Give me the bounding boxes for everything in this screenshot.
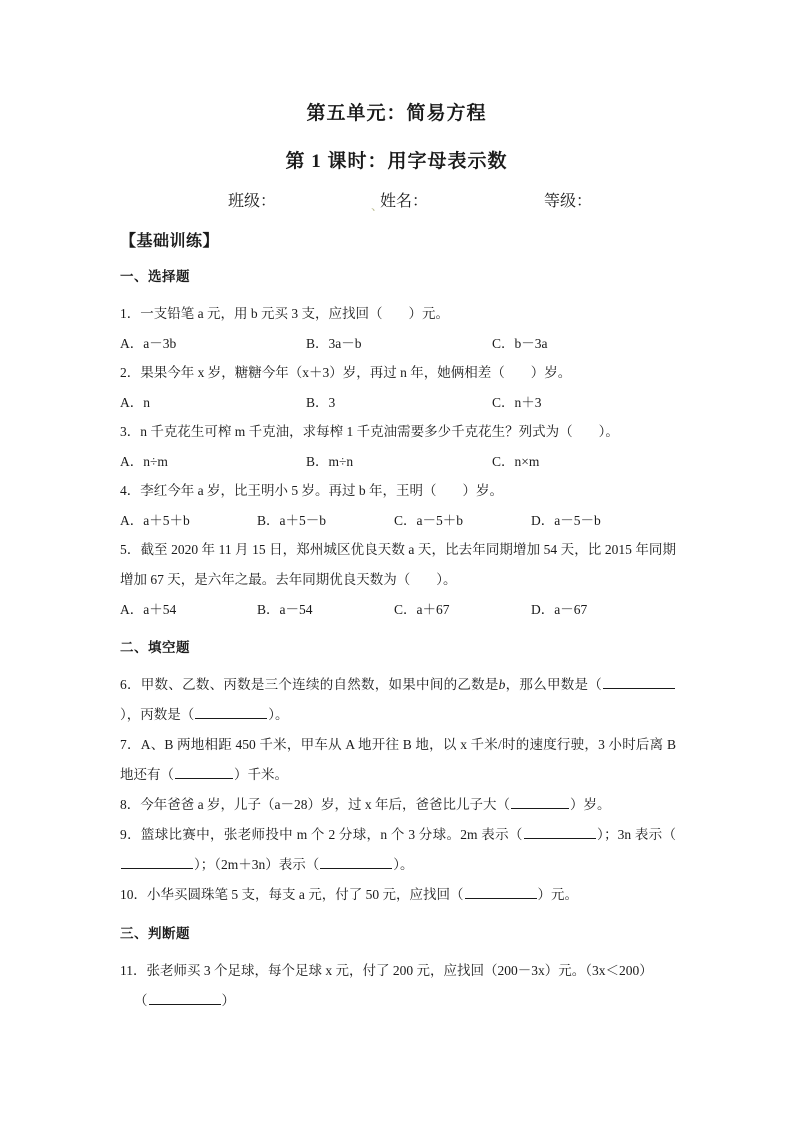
question-4-text-tail: ）岁。 <box>462 483 503 498</box>
question-2-number: 2． <box>120 365 141 380</box>
question-3-text-tail: ）。 <box>598 424 619 439</box>
question-10-number: 10． <box>120 887 147 902</box>
lesson-title: 第 1 课时：用字母表示数 <box>285 151 508 172</box>
question-11-blank-1[interactable] <box>149 990 221 1005</box>
question-4-number: 4． <box>120 483 141 498</box>
question-11 <box>120 956 676 1016</box>
question-8-blank-1[interactable] <box>511 794 569 809</box>
block-title: 【基础训练】 <box>120 233 220 250</box>
question-5-number: 5． <box>120 542 141 557</box>
question-1-text: 一支铅笔 a 元，用 b 元买 3 支，应找回（ <box>140 306 383 321</box>
question-8-number: 8． <box>120 797 141 812</box>
question-11-part2: （ <box>134 993 148 1008</box>
question-5-option-a[interactable]: A．a＋54 <box>120 602 177 617</box>
question-5-options <box>120 595 676 624</box>
question-1 <box>120 299 676 329</box>
question-6-part2: ，那么甲数是（ <box>505 677 603 692</box>
question-9 <box>120 820 676 880</box>
question-2 <box>120 358 676 388</box>
question-2-options <box>120 388 676 417</box>
section-heading-judgement: 三、判断题 <box>120 926 190 941</box>
question-8 <box>120 790 676 820</box>
question-9-part4: ）。 <box>393 857 414 872</box>
grade-field-label: 等级： <box>544 193 593 210</box>
question-1-option-a[interactable]: A．a－3b <box>120 336 177 351</box>
question-11-part3: ） <box>221 993 235 1008</box>
question-3-text: n 千克花生可榨 m 千克油，求每榨 1 千克油需要多少千克花生？列式为（ <box>140 424 573 439</box>
question-9-part1: 篮球比赛中，张老师投中 m 个 2 分球，n 个 3 分球。2m 表示（ <box>140 827 523 842</box>
section-heading-fill-blank: 二、填空题 <box>120 640 190 655</box>
question-7-part2: ）千米。 <box>234 767 288 782</box>
question-4-option-c[interactable]: C．a－5＋b <box>394 513 463 528</box>
question-6-part1: 甲数、乙数、丙数是三个连续的自然数，如果中间的乙数是 <box>140 677 499 692</box>
question-7-number: 7． <box>120 737 141 752</box>
question-3-option-b[interactable]: B．m÷n <box>306 454 354 469</box>
question-1-text-tail: ）元。 <box>408 306 449 321</box>
stray-mark: 、 <box>371 199 384 213</box>
question-9-part2: ）；3n 表示（ <box>596 827 676 842</box>
question-10-blank-1[interactable] <box>465 884 537 899</box>
worksheet-content <box>120 232 676 1016</box>
question-5-text: 截至 2020 年 11 月 15 日，郑州城区优良天数 a 天，比去年同期增加 54 天，比 2015 年同期增加 67 天，是六年之最。去年同期优良天数为（ <box>120 542 676 587</box>
question-7 <box>120 730 676 790</box>
question-2-option-b[interactable]: B．3 <box>306 395 336 410</box>
question-6-blank-1[interactable] <box>603 674 675 689</box>
question-1-option-c[interactable]: C．b－3a <box>492 336 548 351</box>
question-9-number: 9． <box>120 827 141 842</box>
question-5-option-b[interactable]: B．a－54 <box>257 602 313 617</box>
question-5-option-c[interactable]: C．a＋67 <box>394 602 450 617</box>
class-field-label: 班级： <box>228 193 277 210</box>
question-5 <box>120 535 676 595</box>
question-10-part2: ）元。 <box>537 887 578 902</box>
question-7-blank-1[interactable] <box>175 764 233 779</box>
question-10-part1: 小华买圆珠笔 5 支，每支 a 元，付了 50 元，应找回（ <box>147 887 464 902</box>
question-3-number: 3． <box>120 424 141 439</box>
question-5-text-tail: ）。 <box>436 572 457 587</box>
question-6 <box>120 670 676 730</box>
question-11-answer-line <box>120 986 676 1016</box>
question-9-part3: ）；（2m＋3n）表示（ <box>194 857 320 872</box>
question-9-blank-2[interactable] <box>121 854 193 869</box>
question-3-option-c[interactable]: C．n×m <box>492 454 540 469</box>
question-3-options <box>120 447 676 476</box>
question-4-option-b[interactable]: B．a＋5－b <box>257 513 326 528</box>
question-2-option-c[interactable]: C．n＋3 <box>492 395 542 410</box>
question-11-number: 11． <box>120 963 147 978</box>
question-2-text-tail: ）岁。 <box>530 365 572 380</box>
question-4 <box>120 476 676 506</box>
question-6-number: 6． <box>120 677 141 692</box>
question-8-part1: 今年爸爸 a 岁，儿子（a－28）岁，过 x 年后，爸爸比儿子大（ <box>140 797 510 812</box>
name-field-label: 姓名： <box>380 193 429 210</box>
question-9-blank-3[interactable] <box>320 854 392 869</box>
question-5-option-d[interactable]: D．a－67 <box>531 602 588 617</box>
question-9-blank-1[interactable] <box>524 824 596 839</box>
question-6-blank-2[interactable] <box>195 704 267 719</box>
student-info-row <box>228 188 673 212</box>
question-1-option-b[interactable]: B．3a－b <box>306 336 362 351</box>
question-1-number: 1． <box>120 306 141 321</box>
unit-title: 第五单元：简易方程 <box>306 103 487 124</box>
question-6-part4: ）。 <box>268 707 289 722</box>
question-4-option-a[interactable]: A．a＋5＋b <box>120 513 190 528</box>
section-heading-choice: 一、选择题 <box>120 269 190 284</box>
question-6-variable: b <box>498 677 506 692</box>
question-2-text: 果果今年 x 岁，糖糖今年（x＋3）岁，再过 n 年，她俩相差（ <box>140 365 505 380</box>
question-4-option-d[interactable]: D．a－5－b <box>531 513 601 528</box>
question-4-options <box>120 506 676 535</box>
question-10 <box>120 880 676 910</box>
question-11-part1: 张老师买 3 个足球，每个足球 x 元，付了 200 元，应找回（200－3x）元。（3x＜200） <box>146 963 653 978</box>
question-3 <box>120 417 676 447</box>
question-8-part2: ）岁。 <box>569 797 611 812</box>
question-1-options <box>120 329 676 358</box>
question-6-part3: ），丙数是（ <box>120 707 195 722</box>
question-7-part1: A、B 两地相距 450 千米，甲车从 A 地开往 B 地，以 x 千米/时的速度行驶，3 小时后离 B 地还有（ <box>120 737 676 782</box>
question-4-text: 李红今年 a 岁，比王明小 5 岁。再过 b 年，王明（ <box>140 483 437 498</box>
question-3-option-a[interactable]: A．n÷m <box>120 454 168 469</box>
question-2-option-a[interactable]: A．n <box>120 395 150 410</box>
